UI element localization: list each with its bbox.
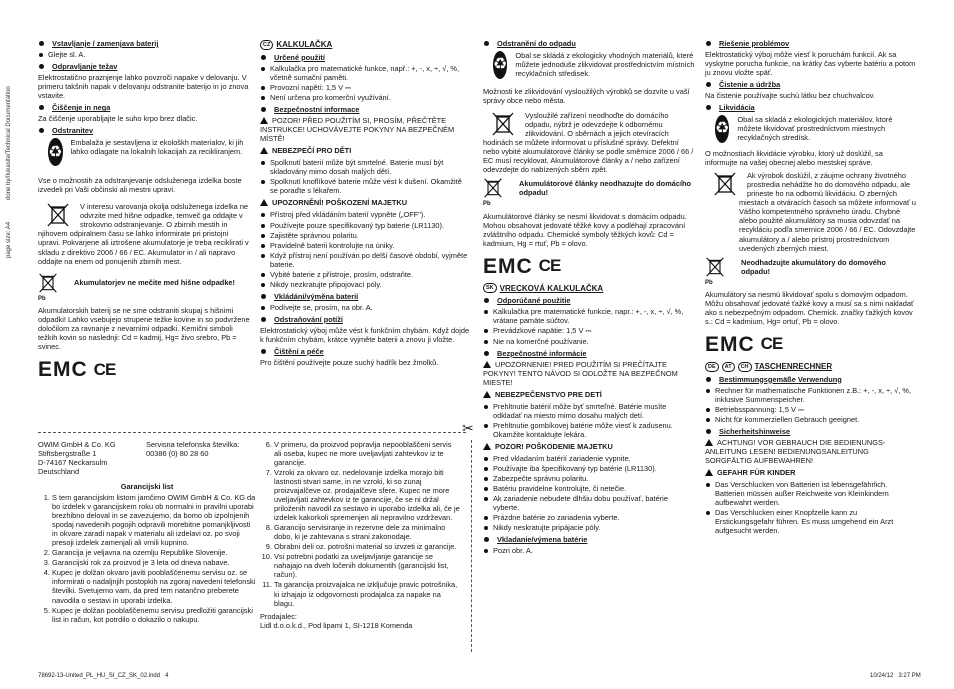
company-line: OWIM GmbH & Co. KG: [38, 440, 116, 449]
crossed-bin-icon: [46, 202, 70, 228]
list-item: Prázdne batérie zo zariadenia vyberte.: [483, 513, 695, 522]
section-heading: Odporúčané použitie: [483, 296, 695, 305]
list-item: Prevádzkové napätie: 1,5 V ⎓: [483, 326, 695, 335]
side-credit: done by/Ilukasite/Technical Documentation: [6, 86, 12, 200]
paragraph: Vysloužilé zařízení neodhoďte do domácího odpadu, nýbrž je odevzdejte k odbornému zlikvidování. O sběrnách a jejich otevíracích hodinách se můžete informovat u příslušné správy. Defektní nebo vybité akumulátorové články se podle směrnice 2006 / 66 / EC musí recyklovat. Akumulátorové články a / nebo zařízení odevzdejte do nabízených sběrn zpět.: [483, 111, 694, 175]
section-heading: Vkladanie/výmena batérie: [483, 535, 695, 544]
list-item: Není určena pro komerční využívání.: [260, 93, 470, 102]
list-item: Kalkulačka pro matematické funkce, např.: +, -, x, ÷, √, %, včetně sumační paměti.: [260, 64, 470, 82]
warranty-item: 7. Vzroki za okvaro oz. nedelovanje izdelka morajo biti lastnosti stvari same, in ne vzroki, ki so zunaj proizvajalčeve oz. prodajalčeve sfere. Kupec ne more uveljavljati zahtevkov iz te garancije, če se ni držal priloženih navodil za sestavo in uporabo izdelka ali, če je izdelek kakorkoli spremenjen ali nepravilno vzdrževan.: [274, 468, 460, 522]
list-item: Zajistěte správnou polaritu.: [260, 231, 470, 240]
warranty-item: 2. Garancija je veljavna na ozemlju Republike Slovenije.: [52, 548, 256, 557]
warning-text: UPOZORNĚNÍ! POŠKOZENÍ MAJETKU: [272, 198, 408, 208]
emc-logo: EMC CE: [705, 333, 783, 357]
company-line: Stiftsbergstraße 1: [38, 449, 97, 459]
list-item: Das Verschlucken einer Knopfzelle kann zu Erstickungsgefahr führen. Es muss umgehend ein Arzt aufgesucht werden.: [705, 508, 917, 535]
paragraph: Elektrostatično praznjenje lahko povzroči napake v delovanju. V primeru takšnih napak v delovanju odstranite baterijo in jo znova vstavite.: [38, 73, 249, 101]
section-heading: Určené použití: [260, 53, 470, 62]
list-item: Vybité baterie z přístroje, prosím, odstraňte.: [260, 270, 470, 279]
list-item: Ak zariadenie nebudete dlhšiu dobu používať, batérie vyberte.: [483, 494, 695, 512]
section-heading: Čiščenje in nega: [38, 103, 250, 112]
list-item: Spolknutí knoflíkové baterie může vést k dušení. Okamžitě se poraďte s lékařem.: [260, 177, 470, 195]
section-title: TASCHENRECHNER: [754, 361, 833, 371]
list-item: Prehltnutie gombíkovej batérie môže viesť k zadusenu. Okamžite kontaktujte lekára.: [483, 421, 695, 439]
list-item: Používejte pouze specifikovaný typ baterie (LR1130).: [260, 221, 470, 230]
pb-label: Pb: [38, 295, 46, 302]
list-item: Prehltnutie batérií môže byť smrteľné. Batérie musíte odkladať na miesto mimo dosahu malých detí.: [483, 402, 695, 420]
ce-mark: CE: [93, 359, 116, 379]
emc-logo: EMC CE: [38, 358, 116, 382]
list-item: Nikdy neskratujte pripájacie póly.: [483, 523, 695, 532]
paragraph: Na čistenie používajte suchú látku bez chuchvalcov.: [705, 91, 875, 101]
list-item: Batériu pravidelne kontrolujte, či netečie.: [483, 484, 695, 493]
warning-icon: [260, 117, 268, 124]
section-heading: Bezpečnostní informace: [260, 105, 470, 114]
list-item: Používajte iba špecifikovaný typ batérie (LR1130).: [483, 464, 695, 473]
list-item: Spolknutí baterií může být smrtelné. Baterie musí být skladovány mimo dosah malých dětí.: [260, 158, 470, 176]
list-item: Podívejte se, prosím, na obr. A.: [260, 303, 470, 312]
seller: Lidl d.o.o.k.d., Pod lipami 1, SI-1218 Komenda: [260, 620, 413, 630]
warning-text: ACHTUNG! VOR GEBRAUCH DIE BEDIENUNGS-ANLEITUNG LESEN! BEDIENUNGSANLEITUNG SORGFÄLTIG AUFBEWAHREN!: [705, 437, 886, 465]
section-heading: Likvidácia: [705, 103, 917, 112]
footer-file: 78692-13-United_PL_HU_SI_CZ_SK_02.indd 4: [38, 673, 169, 679]
section-heading: Bezpečnostné informácie: [483, 349, 695, 358]
scissors-icon: ✂: [462, 420, 474, 436]
column-slovak-german: [705, 36, 917, 538]
warranty-item: 1. S tem garancijskim listom jamčimo OWIM GmbH & Co. KG da bo izdelek v garancijskem roku ob normalni in pravilni uporabi brezhibno deloval in se zavezujemo, da bomo ob izpolnjenih spodaj navedenih pogojih odpravili morebitne pomanjkljivosti in okvare zaradi napak v materialu ali izdelavi oz. po svoji presoji izdelek zamenjali ali vrnili kupnino.: [52, 493, 256, 547]
warning-icon: [705, 439, 713, 446]
section-heading: Odpravljanje težav: [38, 62, 250, 71]
paragraph: Vse o možnostih za odstranjevanje odsluženega izdelka boste izvedeli pri Vaši občinski ali mestni upravi.: [38, 176, 242, 195]
list-item: Rechner für mathematische Funktionen z.B.: +, -, x, ÷, √, %, inklusive Summenspeicher.: [705, 386, 917, 404]
paragraph: Embalaža je sestavljena iz ekološkh materialov, ki jih lahko odlagate na lokalnih lokacijah za recikliranjem.: [70, 138, 244, 157]
warning-text: POZOR! POŠKODENIE MAJETKU: [495, 441, 613, 451]
pb-label: Pb: [483, 201, 491, 208]
list-item: Když přístroj není používán po delší časové období, vyjměte baterie.: [260, 251, 470, 269]
section-heading: Odstranitev: [38, 126, 250, 135]
battery-warning: Akumulatorjev ne mečite med hišne odpadke!: [74, 277, 235, 287]
paragraph: Možnosti ke zlikvidování vysloužilých výrobků se dozvíte u vaší správy obce nebo města.: [483, 87, 690, 106]
ce-mark: CE: [760, 334, 783, 354]
paragraph: Pro čištění používejte pouze suchý hadřík bez žmolků.: [260, 357, 439, 367]
section-title: KALKULAČKA: [276, 40, 333, 50]
lang-badge-ch: CH: [738, 362, 752, 372]
list-item: Nicht für kommerziellen Gebrauch geeignet.: [705, 415, 917, 424]
list-item: Betriebsspannung: 1,5 V ⎓: [705, 405, 917, 414]
company-line: D-74167 Neckarsulm: [38, 458, 108, 468]
crossed-bin-icon: [491, 111, 515, 137]
emc-logo: EMC CE: [483, 254, 561, 278]
warning-text: NEBEZPEČENSTVO PRE DETÍ: [495, 389, 602, 399]
list-item: Přístroj před vkládáním baterií vypněte („OFF").: [260, 210, 470, 219]
crossed-bin-icon: [713, 171, 737, 197]
paragraph: Ak výrobok doslúžil, z záujme ochrany životného prostredia nehádžte ho do domového odpadu, ale prineste ho na odbornú likvidáciu. O zberných miestach a otváracích časoch sa môžete informovať u Vášho kompetentného správneho úradu. Chybné alebo použité akumulátory sa musia odovzdať na recykláciu podľa smernice 2006 / 66 / EC. Odovzdajte akumulátory a / alebo prístroj prostredníctvom uvedených zberných miest.: [739, 171, 916, 253]
cut-line: [38, 432, 466, 433]
paragraph: O možnostiach likvidácie výrobku, ktorý už doslúžil, sa informujte na vašej obecnej alebo mestskej správe.: [705, 149, 883, 168]
section-heading: Odstranění do odpadu: [483, 39, 695, 48]
crossed-bin-icon: [483, 177, 503, 199]
warranty-item: 9. Obrabni deli oz. potrošni material so izvzeti iz garancije.: [274, 542, 460, 551]
paragraph: Obal se skládá z ekologicky vhodných materiálů, které můžete jednoduše zlikvidovat prostřednictvím místních recyklačních středisek.: [515, 51, 695, 79]
warning-text: UPOZORNENIE! PRED POUŽITÍM SI PREČÍTAJTE POKYNY! TENTO NÁVOD SI ODLOŽTE NA BEZPEČNOM MIESTE!: [483, 359, 678, 387]
warning-icon: [483, 361, 491, 368]
column-slovenian: [38, 36, 250, 387]
warning-icon: [260, 147, 268, 154]
crossed-bin-icon: [38, 272, 58, 294]
list-item: Kalkulačka pre matematické funkcie, napr.: +, -, x, ÷, √, %, vrátane pamäte súčtov.: [483, 307, 695, 325]
warranty-item: 3. Garancijski rok za proizvod je 3 leta od dneva nabave.: [52, 558, 256, 567]
phone-number: 00386 (0) 80 28 60: [146, 449, 209, 459]
list-item: Zabezpečte správnu polaritu.: [483, 474, 695, 483]
lang-badge-cz: CZ: [260, 40, 273, 50]
warning-icon: [483, 391, 491, 398]
lang-badge-at: AT: [722, 362, 735, 372]
pb-label: Pb: [705, 279, 713, 286]
section-heading: Čištění a péče: [260, 347, 470, 356]
company-line: Deutschland: [38, 467, 80, 477]
warning-text: POZOR! PŘED POUŽITÍM SI, PROSÍM, PŘEČTĚTE INSTRUKCE! UCHOVÁVEJTE POKYNY NA BEZPEČNÉM MÍSTĚ!: [260, 116, 455, 144]
list-item: Pozri obr. A.: [483, 546, 695, 555]
section-heading: Čistenie a údržba: [705, 80, 917, 89]
phone-label: Servisna telefonska številka:: [146, 440, 240, 449]
warning-text: NEBEZPEČÍ PRO DĚTI: [272, 146, 352, 156]
warranty-right: [260, 440, 460, 630]
seller-label: Prodajalec:: [260, 611, 297, 621]
paragraph: V interesu varovanja okolja odsluženega izdelka ne odvrzite med hišne odpadke, temveč ga oddajte v strokovno odstranjevanje. O zbirnih mestih in njihovem odpiralnem času se lahko informirate pri pristojni upravi. Pokvarjene ali iztrošene akumulatorje je treba reciklirati v skladu z direktivo 2006 / 66 / EC. Akumulator in / ali napravo oddajte na enem od ponujenih zbirnih mest.: [38, 202, 249, 266]
list-item: Das Verschlucken von Batterien ist lebensgefährlich. Batterien müssen außer Reichweite von Kleinkindern aufbewahrt werden.: [705, 480, 917, 507]
list-item: Pravidelně baterii kontrolujte na úniky.: [260, 241, 470, 250]
section-heading: Odstraňování potíží: [260, 315, 470, 324]
section-heading: Sicherheitshinweise: [705, 427, 917, 436]
section-title: VRECKOVÁ KALKULAČKA: [499, 283, 604, 293]
paragraph: Elektrostatický výboj môže viesť k poruchám funkcií. Ak sa vyskytne porucha funkcie, na krátky čas vyberte batériu a potom ju znovu vložte späť.: [705, 50, 916, 78]
ce-mark: CE: [538, 256, 561, 276]
warranty-item: 5. Kupec je dolžan pooblaščenemu servisu predložiti garancijski list in račun, kot potrdilo o dokazilo o nakupu.: [52, 606, 256, 624]
recycle-icon: ♻: [715, 115, 729, 143]
side-page-size: page size: A4: [6, 221, 12, 258]
section-heading: Vkládání/výměna baterií: [260, 292, 470, 301]
warranty-item: 10. Vsi potrebni podatki za uveljavljanje garancije se nahajajo na dveh ločenih dokumentih (garancijski list, račun).: [274, 552, 460, 579]
warning-icon: [483, 443, 491, 450]
recycle-icon: ♻: [48, 138, 63, 166]
list-item: Glejte sl. A.: [38, 50, 250, 59]
recycle-icon: ♻: [493, 51, 507, 79]
paragraph: Obal sa skladá z ekologických materiálov, ktoré môžete likvidovať prostredníctvom miestnych recyklačných stredísk.: [737, 115, 893, 143]
warranty-item: 6. V primeru, da proizvod popravlja nepooblaščeni servis ali oseba, kupec ne more uveljavljati zahtevkov iz te garancije.: [274, 440, 460, 467]
battery-warning: Akumulátorové články neodhazujte do domácího odpadu!: [519, 179, 692, 198]
section-heading: Vstavljanje / zamenjava baterij: [38, 39, 250, 48]
crossed-bin-icon: [705, 256, 725, 278]
lang-badge-de: DE: [705, 362, 719, 372]
column-czech-slovak: [483, 36, 695, 558]
list-item: Nie na komerčné používanie.: [483, 337, 695, 346]
paragraph: Akumulátory sa nesmú likvidovať spolu s domovým odpadom. Môžu obsahovať jedovaté ťažké kovy a musí sa s nimi nakladať ako s nebezpečným odpadom. Chemick. značky ťažkých kovov s.: Cd = kadmium, Hg= ortuť, Pb = olovo.: [705, 289, 914, 326]
paragraph: Za čiščenje uporabljajte le suho krpo brez dlačic.: [38, 114, 198, 124]
section-heading: Bestimmungsgemäße Verwendung: [705, 375, 917, 384]
lang-badge-sk: SK: [483, 283, 497, 293]
warranty-item: 4. Kupec je dolžan okvaro javiti pooblaščenemu servisu oz. se informirati o nadaljnjih postopkih na zgoraj navedeni telefonski številki. Svetujemo vam, da pred tem natančno preberete navodila o sestavi in uporabi izdelka.: [52, 568, 256, 604]
section-heading: Riešenie problémov: [705, 39, 917, 48]
warranty-item: 11. Ta garancija proizvajalca ne izključuje pravic potrošnika, ki izhajajo iz odgovornosti prodajalca za napake na blagu.: [274, 580, 460, 607]
warranty-left: [38, 440, 256, 625]
warranty-item: 8. Garancijo servisiranje in rezervne dele za minimalno dobo, ki je zahtevana s strani zakonodaje.: [274, 523, 460, 541]
list-item: Provozní napětí: 1,5 V ⎓: [260, 83, 470, 92]
battery-warning: Neodhadzujte akumulátory do domového odpadu!: [741, 257, 886, 276]
paragraph: Akumulatorskih baterij se ne sme odstraniti skupaj s hišnimi odpadki! Lahko vsebujejo strupene težke kovine in so podvržene določilom za ravnanje z nevarnimi odpadki. Kemični simboli težkih kovin so naslednji: Cd = kadmij, Hg= živo srebro, Pb = svinec.: [38, 305, 250, 352]
cut-line-vertical: [471, 440, 472, 652]
footer-date: 10/24/12 3:27 PM: [870, 673, 921, 679]
paragraph: Elektrostatický výboj může vést k funkčním chybám. Když dojde k funkčním chybám, krátce vyjměte baterii a znovu ji vložte.: [260, 325, 470, 344]
warning-icon: [260, 199, 268, 206]
list-item: Nikdy nezkratujte připojovací póly.: [260, 280, 470, 289]
warranty-title: Garancijski list: [120, 482, 174, 492]
warning-icon: [705, 469, 713, 476]
warning-text: GEFAHR FÜR KINDER: [717, 467, 796, 477]
paragraph: Akumulátorové články se nesmí likvidovat s domácím odpadu. Mohou obsahovat jedovaté těžké kovy a podléhají zpracování zvláštního odpadu. Chemické symboly těžkých kovů: Cd = kadmium, Hg = rtuť, Pb = olovo.: [483, 211, 687, 248]
column-czech: [260, 40, 470, 370]
list-item: Pred vkladaním batérií zariadenie vypnite.: [483, 454, 695, 463]
